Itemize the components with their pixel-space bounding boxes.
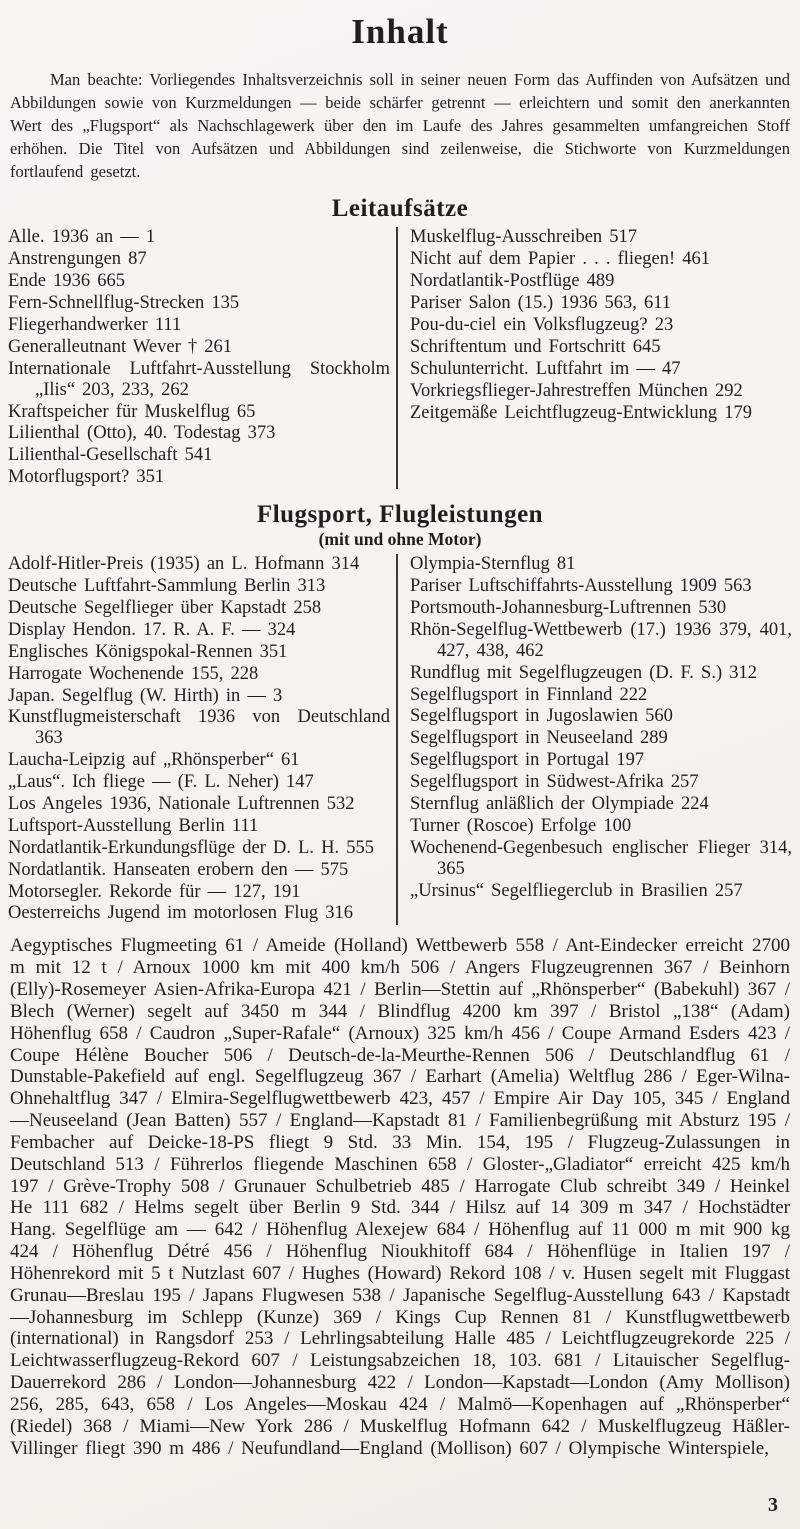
toc-entry: Rhön-Segelflug-Wettbewerb (17.) 1936 379, 401, 427, 438, 462 (410, 619, 792, 661)
toc-entry: Anstrengungen 87 (8, 249, 147, 270)
toc-entry: Turner (Roscoe) Erfolge 100 (410, 815, 632, 836)
toc-entry: Adolf-Hitler-Preis (1935) an L. Hofmann 314 (8, 554, 360, 575)
toc-entry: „Laus“. Ich fliege — (F. L. Neher) 147 (8, 772, 314, 793)
flugsport-right-column (396, 554, 792, 925)
toc-entry: Pariser Luftschiffahrts-Ausstellung 1909 563 (410, 576, 752, 597)
toc-entry: Generalleutnant Wever † 261 (8, 336, 232, 357)
leitaufsaetze-left-column (8, 227, 396, 489)
leitaufsaetze-right-column (396, 227, 792, 489)
toc-entry: Motorsegler. Rekorde für — 127, 191 (8, 881, 301, 902)
toc-entry: Nordatlantik-Postflüge 489 (410, 271, 615, 292)
toc-entry: Segelflugsport in Finnland 222 (410, 684, 648, 705)
toc-entry: Nordatlantik. Hanseaten erobern den — 575 (8, 859, 349, 880)
toc-entry: Vorkriegsflieger-Jahrestreffen München 292 (410, 380, 743, 401)
toc-entry: Sternflug anläßlich der Olympiade 224 (410, 793, 709, 814)
toc-entry: Segelflugsport in Südwest-Afrika 257 (410, 772, 699, 793)
toc-entry: Segelflugsport in Neuseeland 289 (410, 728, 668, 749)
toc-entry: Motorflugsport? 351 (8, 467, 165, 488)
leitaufsaetze-left-list (8, 227, 390, 488)
toc-entry: Pou-du-ciel ein Volksflugzeug? 23 (410, 315, 674, 336)
toc-entry: Japan. Segelflug (W. Hirth) in — 3 (8, 685, 283, 706)
toc-entry: Kunstflugmeisterschaft 1936 von Deutschland 363 (8, 707, 390, 749)
section-subheading-flugsport: (mit und ohne Motor) (318, 529, 482, 550)
toc-entry: Harrogate Wochenende 155, 228 (8, 663, 259, 684)
page-title: Inhalt (351, 12, 449, 51)
toc-entry: Deutsche Luftfahrt-Sammlung Berlin 313 (8, 576, 326, 597)
section-heading-leitaufsaetze: Leitaufsätze (331, 195, 469, 223)
toc-entry: Oesterreichs Jugend im motorlosen Flug 316 (8, 903, 353, 924)
toc-entry: Lilienthal-Gesellschaft 541 (8, 445, 213, 466)
toc-entry: Los Angeles 1936, Nationale Luftrennen 532 (8, 793, 355, 814)
toc-entry: Segelflugsport in Portugal 197 (410, 750, 645, 771)
toc-entry: Laucha-Leipzig auf „Rhönsperber“ 61 (8, 750, 300, 771)
flugsport-left-column (8, 554, 396, 925)
toc-entry: „Ursinus“ Segelfliegerclub in Brasilien 257 (410, 880, 743, 901)
page-number: 3 (768, 1494, 778, 1516)
toc-entry: Nicht auf dem Papier . . . fliegen! 461 (410, 249, 710, 270)
leitaufsaetze-columns (8, 227, 792, 489)
toc-entry: Olympia-Sternflug 81 (410, 554, 576, 575)
toc-entry: Fern-Schnellflug-Strecken 135 (8, 293, 240, 314)
toc-entry: Muskelflug-Ausschreiben 517 (410, 227, 638, 248)
toc-entry: Schriftentum und Fortschritt 645 (410, 336, 661, 357)
toc-entry: Rundflug mit Segelflugzeugen (D. F. S.) 312 (410, 662, 757, 683)
toc-entry: Pariser Salon (15.) 1936 563, 611 (410, 293, 672, 314)
kurzmeldungen-paragraph: Aegyptisches Flugmeeting 61 / Ameide (Holland) Wettbewerb 558 / Ant-Eindecker erreicht 2700 m mit 12 t / Arnoux 1000 km mit 400 km/h 506 / Angers Flugzeugrennen 367 / Beinhorn (Elly)-Rosemeyer Asien-Afrika-Europa 421 / Berlin—Stettin auf „Rhönsperber“ (Babekuhl) 367 / Blech (Werner) segelt auf 3450 m 344 / Blindflug 4200 km 397 / Bristol „138“ (Adam) Höhenflug 658 / Caudron „Super-Rafale“ (Arnoux) 325 km/h 456 / Coupe Armand Esders 423 / Coupe Hélène Boucher 506 / Deutsch-de-la-Meurthe-Rennen 506 / Deutschlandflug 61 / Dunstable-Pakefield auf engl. Segelflugzeug 367 / Earhart (Amelia) Weltflug 286 / Eger-Wilna-Ohnehaltflug 347 / Elmira-Segelflugwettbewerb 423, 457 / Empire Air Day 105, 345 / England—Neuseeland (Jean Batten) 557 / England—Kapstadt 81 / Familienbegrüßung mit Absturz 195 / Fembacher auf Deicke-18-PS fliegt 9 Std. 33 Min. 154, 195 / Flugzeug-Zulassungen in Deutschland 513 / Führerlos fliegende Maschinen 658 / Gloster-„Gladiator“ erreicht 425 km/h 197 / Grève-Trophy 508 / Grunauer Schulbetrieb 485 / Harrogate Club schreibt 349 / Heinkel He 111 682 / Helms segelt über Berlin 9 Std. 344 / Hilsz auf 14 309 m 347 / Hochstädter Hang. Segelflüge am — 642 / Höhenflug Alexejew 684 / Höhenflug auf 11 000 m mit 900 kg 424 / Höhenflug Détré 456 / Höhenflug Nioukhitoff 684 / Höhenflüge in Italien 197 / Höhenrekord mit 5 t Nutzlast 607 / Hughes (Howard) Rekord 108 / v. Husen segelt mit Fluggast Grunau—Breslau 195 / Japans Flugwesen 538 / Japanische Segelflug-Ausstellung 643 / Kapstadt—Johannesburg im Schlepp (Kunze) 369 / Kings Cup Rennen 81 / Kunstflugwettbewerb (international) in Rangsdorf 253 / Lehrlingsabteilung Halle 485 / Leichtflugzeugrekorde 225 / Leichtwasserflugzeug-Rekord 607 / Leistungsabzeichen 18, 103. 681 / Litauischer Segelflug-Dauerrekord 286 / London—Johannesburg 422 / London—Kapstadt—London (Amy Mollison) 256, 285, 643, 658 / Los Angeles—Moskau 424 / Malmö—Kopenhagen auf „Rhönsperber“ (Riedel) 368 / Miami—New York 286 / Muskelflug Hofmann 642 / Muskelflugzeug Häßler-Villinger fliegt 390 m 486 / Neufundland—England (Mollison) 607 / Olympische Winterspiele, (10, 935, 790, 1459)
toc-entry: Ende 1936 665 (8, 271, 126, 292)
toc-entry: Nordatlantik-Erkundungsflüge der D. L. H. 555 (8, 837, 374, 858)
toc-entry: Portsmouth-Johannesburg-Luftrennen 530 (410, 597, 727, 618)
toc-entry: Zeitgemäße Leichtflugzeug-Entwicklung 179 (410, 402, 752, 423)
flugsport-left-list (8, 554, 390, 924)
toc-entry: Wochenend-Gegenbesuch englischer Flieger 314, 365 (410, 837, 792, 879)
toc-entry: Lilienthal (Otto), 40. Todestag 373 (8, 423, 276, 444)
toc-entry: Englisches Königspokal-Rennen 351 (8, 641, 288, 662)
toc-entry: Display Hendon. 17. R. A. F. — 324 (8, 619, 296, 640)
flugsport-columns (8, 554, 792, 925)
section-heading-flugsport: Flugsport, Flugleistungen (256, 501, 544, 529)
intro-paragraph: Man beachte: Vorliegendes Inhaltsverzeichnis soll in seiner neuen Form das Auffinden von Aufsätzen und Abbildungen sowie von Kurzmeldungen — beide schärfer getrennt — erleichtern und somit den anerkannten Wert des „Flugsport“ als Nachschlagewerk über den im Laufe des Jahres gesammelten umfangreichen Stoff erhöhen. Die Titel von Aufsätzen und Abbildungen sind zeilenweise, die Stichworte von Kurzmeldungen fortlaufend gesetzt. (10, 70, 790, 182)
flugsport-right-list (410, 554, 792, 901)
toc-entry: Luftsport-Ausstellung Berlin 111 (8, 815, 259, 836)
toc-entry: Segelflugsport in Jugoslawien 560 (410, 706, 673, 727)
leitaufsaetze-right-list (410, 227, 792, 423)
toc-entry: Internationale Luftfahrt-Ausstellung Stockholm „Ilis“ 203, 233, 262 (8, 358, 390, 400)
toc-entry: Deutsche Segelflieger über Kapstadt 258 (8, 597, 322, 618)
toc-entry: Schulunterricht. Luftfahrt im — 47 (410, 358, 681, 379)
toc-entry: Alle. 1936 an — 1 (8, 227, 156, 248)
toc-entry: Kraftspeicher für Muskelflug 65 (8, 401, 256, 422)
toc-entry: Fliegerhandwerker 111 (8, 315, 182, 336)
